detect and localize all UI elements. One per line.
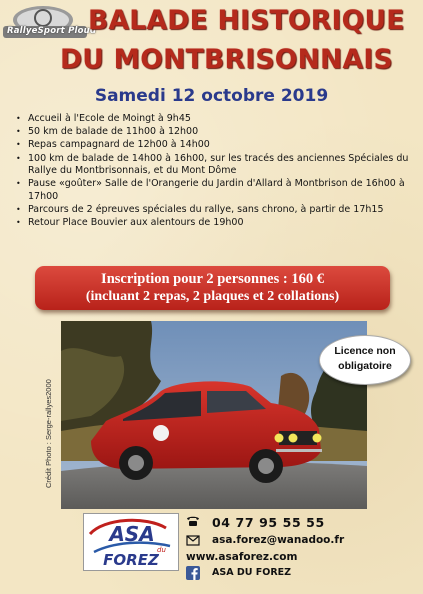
inscription-details: (incluant 2 repas, 2 plaques et 2 collations) [85,289,340,304]
rallye-logo-text: RallyeSport Ploud [7,26,97,36]
bullet-icon: • [16,218,21,228]
rallye-logo [3,4,97,40]
event-date: Samedi 12 octobre 2019 [94,86,329,106]
bullet-icon: • [16,127,21,137]
inscription-price: Inscription pour 2 personnes : 160 € [101,271,324,287]
program-item-text: 50 km de balade de 11h00 à 12h00 [28,126,199,138]
program-item [16,113,411,126]
page-title-line1: BALADE HISTORIQUE [88,5,405,36]
contact-phone[interactable]: 04 77 95 55 55 [212,515,325,530]
licence-badge [319,335,411,385]
program-item-text: Parcours de 2 épreuves spéciales du rallye, sans chrono, à partir de 17h15 [28,204,384,216]
program-item-text: Accueil à l'Ecole de Moingt à 9h45 [28,113,191,124]
contact-website[interactable]: www.asaforez.com [186,551,298,563]
program-item [16,204,411,217]
program-item [16,126,411,139]
photo-credit: Crédit Photo : Serge-rallyes2000 [44,379,53,488]
licence-line1: Licence non [334,345,396,357]
bullet-icon: • [16,140,21,150]
asa-logo-forez: FOREZ [103,551,159,569]
facebook-icon[interactable] [186,566,200,580]
bullet-icon: • [16,179,21,189]
inscription-banner [35,266,390,310]
page-title-line2: DU MONTBRISONNAIS [60,44,393,75]
program-item [16,217,411,230]
program-item-text: Retour Place Bouvier aux alentours de 19h00 [28,217,244,229]
program-item-text: Repas campagnard de 12h00 à 14h00 [28,139,210,151]
bullet-icon: • [16,153,21,163]
program-item [16,178,411,203]
asa-forez-logo [83,513,179,571]
contact-facebook[interactable]: ASA DU FOREZ [212,567,292,578]
phone-icon [186,515,200,527]
bullet-icon: • [16,205,21,215]
program-item [16,153,411,178]
contact-email[interactable]: asa.forez@wanadoo.fr [212,534,345,546]
program-list [16,113,411,231]
program-item-text: 100 km de balade de 14h00 à 16h00, sur les tracés des anciennes Spéciales du Rallye du Montbrisonnais, et du Mont Dôme [28,152,409,177]
program-item [16,139,411,152]
envelope-icon [186,534,200,546]
bullet-icon: • [16,114,21,123]
asa-logo-text: ASA [109,522,155,546]
asa-forez-logo-graphic [84,514,178,570]
asa-logo-du: du [157,546,166,554]
program-item-text: Pause «goûter» Salle de l'Orangerie du Jardin d'Allard à Montbrison de 16h00 à 17h00 [28,178,405,202]
licence-line2: obligatoire [338,360,392,372]
